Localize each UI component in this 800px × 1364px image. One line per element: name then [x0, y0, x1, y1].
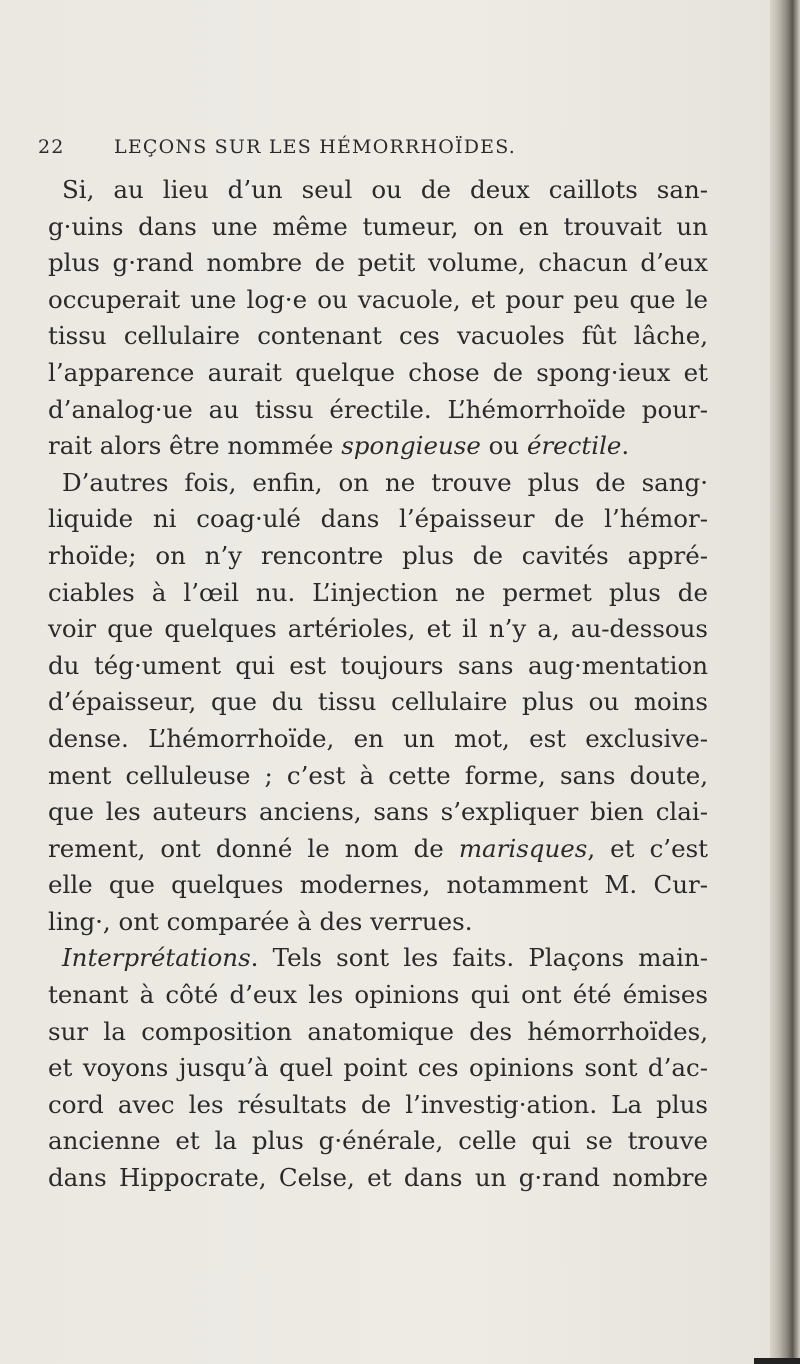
- text-line: g·uins dans une même tumeur, on en trouvait un: [48, 211, 708, 241]
- text-line: d’épaisseur, que du tissu cellulaire plus ou moins: [48, 687, 708, 717]
- text-line: rement, ont donné le nom de marisques, et c’est: [48, 833, 708, 863]
- text-line: elle que quelques modernes, notamment M. Cur-: [48, 870, 708, 900]
- book-binding-edge: [770, 0, 800, 1364]
- page-header: [38, 136, 638, 166]
- text-line: tissu cellulaire contenant ces vacuoles fût lâche,: [48, 321, 708, 351]
- text-line: ment celluleuse ; c’est à cette forme, sans doute,: [48, 760, 708, 790]
- italic-term: spongieuse: [341, 431, 481, 461]
- text-line: du tég·ument qui est toujours sans aug·mentation: [48, 650, 708, 680]
- text-line: liquide ni coag·ulé dans l’épaisseur de l’hémor-: [48, 504, 708, 534]
- text-line: occuperait une log·e ou vacuole, et pour peu que le: [48, 284, 708, 314]
- text-line: ancienne et la plus g·énérale, celle qui se trouve: [48, 1126, 708, 1156]
- text-line: D’autres fois, enfin, on ne trouve plus de sang·: [62, 467, 708, 497]
- page-number: 22: [38, 136, 65, 158]
- italic-term: érectile: [526, 431, 622, 461]
- text-line: l’apparence aurait quelque chose de spong·ieux et: [48, 357, 708, 387]
- text-line: rhoïde; on n’y rencontre plus de cavités appré-: [48, 540, 708, 570]
- running-title: LEÇONS SUR LES HÉMORRHOÏDES.: [114, 136, 517, 158]
- binding-shadow: [754, 1358, 800, 1364]
- text-line: d’analog·ue au tissu érectile. L’hémorrhoïde pour-: [48, 394, 708, 424]
- text-line: dense. L’hémorrhoïde, en un mot, est exclusive-: [48, 723, 708, 753]
- body-text: [48, 172, 708, 1197]
- text-line: sur la composition anatomique des hémorrhoïdes,: [48, 1016, 708, 1046]
- text-line: voir que quelques artérioles, et il n’y a, au-dessous: [48, 614, 708, 644]
- text-line: tenant à côté d’eux les opinions qui ont été émises: [48, 980, 708, 1010]
- text-line: ling·, ont comparée à des verrues.: [48, 906, 473, 936]
- text-line: plus g·rand nombre de petit volume, chacun d’eux: [48, 248, 708, 278]
- text-line: rait alors être nommée spongieuse ou érectile.: [48, 431, 630, 461]
- text-line: ciables à l’œil nu. L’injection ne permet plus de: [48, 577, 708, 607]
- italic-heading: Interprétations: [62, 943, 251, 973]
- italic-term: marisques: [458, 833, 588, 863]
- text-line: Si, au lieu d’un seul ou de deux caillots san-: [62, 175, 708, 204]
- text-line: et voyons jusqu’à quel point ces opinions sont d’ac-: [48, 1053, 708, 1083]
- text-line: Interprétations. Tels sont les faits. Plaçons main-: [62, 943, 708, 973]
- text-line: dans Hippocrate, Celse, et dans un g·rand nombre: [48, 1163, 708, 1193]
- text-line: que les auteurs anciens, sans s’expliquer bien clai-: [48, 797, 708, 827]
- text-line: cord avec les résultats de l’investig·ation. La plus: [48, 1089, 708, 1119]
